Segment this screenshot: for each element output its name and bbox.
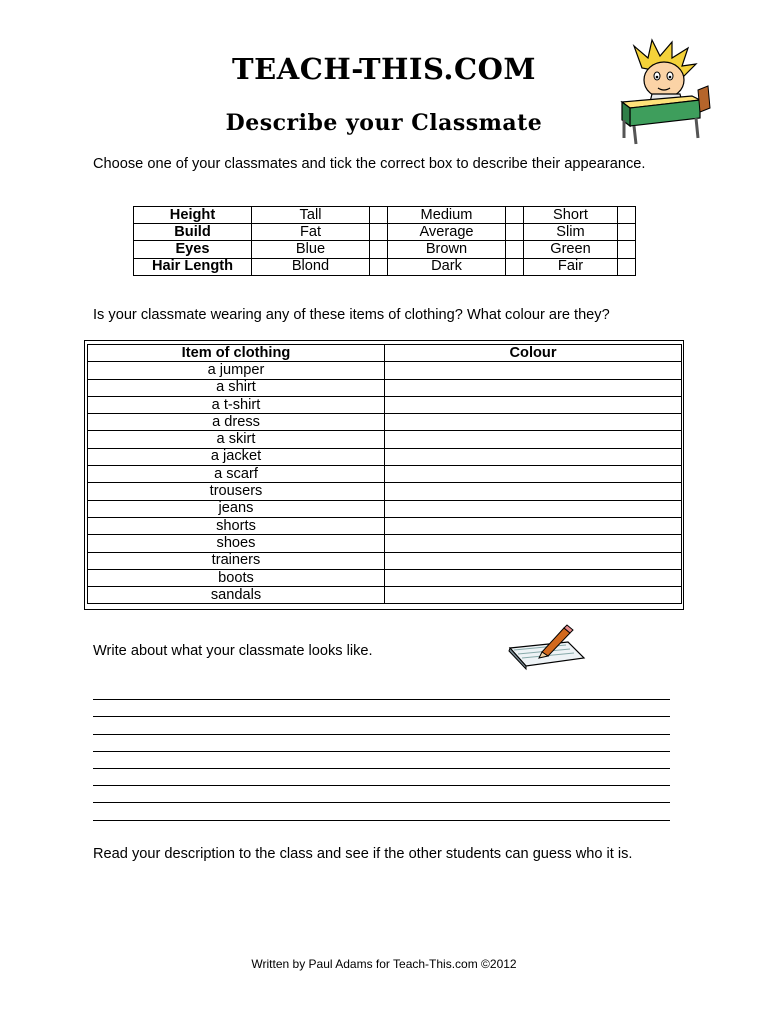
colour-cell[interactable]: [385, 517, 682, 534]
option-label: Blond: [252, 258, 370, 275]
tick-box[interactable]: [618, 258, 636, 275]
table-row: [88, 552, 682, 569]
clothing-item: a skirt: [88, 431, 385, 448]
row-label: Height: [134, 207, 252, 224]
writing-line[interactable]: [93, 700, 670, 717]
colour-cell[interactable]: [385, 414, 682, 431]
clothing-item: trainers: [88, 552, 385, 569]
table-row: [134, 241, 636, 258]
column-header: Item of clothing: [88, 345, 385, 362]
option-label: Green: [524, 241, 618, 258]
colour-cell[interactable]: [385, 466, 682, 483]
table-row: [88, 517, 682, 534]
colour-cell[interactable]: [385, 483, 682, 500]
tick-box[interactable]: [370, 224, 388, 241]
table-row: [134, 207, 636, 224]
clothing-item: a t-shirt: [88, 396, 385, 413]
table-row: [88, 431, 682, 448]
clothing-item: boots: [88, 569, 385, 586]
colour-cell[interactable]: [385, 569, 682, 586]
clothing-item: a jacket: [88, 448, 385, 465]
tick-box[interactable]: [506, 224, 524, 241]
table-row: [88, 448, 682, 465]
table-row: [88, 483, 682, 500]
writing-line[interactable]: [93, 752, 670, 769]
table-row: [88, 569, 682, 586]
appearance-table: [133, 206, 636, 276]
option-label: Fat: [252, 224, 370, 241]
table-row: [88, 396, 682, 413]
clothing-item: sandals: [88, 587, 385, 604]
brand-title: TEACH-THIS.COM: [232, 52, 536, 86]
row-label: Build: [134, 224, 252, 241]
tick-box[interactable]: [370, 207, 388, 224]
tick-box[interactable]: [506, 258, 524, 275]
tick-box[interactable]: [370, 258, 388, 275]
option-label: Average: [388, 224, 506, 241]
clothing-question: Is your classmate wearing any of these items of clothing? What colour are they?: [93, 307, 610, 323]
clothing-item: jeans: [88, 500, 385, 517]
writing-line[interactable]: [93, 717, 670, 734]
colour-cell[interactable]: [385, 379, 682, 396]
table-row: [88, 587, 682, 604]
writing-line[interactable]: [93, 683, 670, 700]
option-label: Short: [524, 207, 618, 224]
colour-cell[interactable]: [385, 552, 682, 569]
colour-cell[interactable]: [385, 431, 682, 448]
writing-line[interactable]: [93, 803, 670, 820]
clothing-item: a shirt: [88, 379, 385, 396]
writing-line[interactable]: [93, 735, 670, 752]
clothing-item: shoes: [88, 535, 385, 552]
clothing-item: trousers: [88, 483, 385, 500]
colour-cell[interactable]: [385, 587, 682, 604]
option-label: Dark: [388, 258, 506, 275]
option-label: Tall: [252, 207, 370, 224]
tick-box[interactable]: [506, 241, 524, 258]
option-label: Blue: [252, 241, 370, 258]
writing-lines[interactable]: [93, 683, 670, 821]
table-row: [88, 535, 682, 552]
tick-box[interactable]: [506, 207, 524, 224]
intro-instructions: Choose one of your classmates and tick the correct box to describe their appearance.: [93, 156, 646, 172]
option-label: Slim: [524, 224, 618, 241]
footer-credit: Written by Paul Adams for Teach-This.com ©2012: [251, 957, 517, 971]
pencil-and-paper-icon: [506, 622, 588, 672]
tick-box[interactable]: [618, 224, 636, 241]
option-label: Fair: [524, 258, 618, 275]
table-row: [88, 414, 682, 431]
clothing-item: shorts: [88, 517, 385, 534]
row-label: Eyes: [134, 241, 252, 258]
clothing-item: a scarf: [88, 466, 385, 483]
table-row: [134, 258, 636, 275]
colour-cell[interactable]: [385, 500, 682, 517]
table-row: [88, 362, 682, 379]
table-row: [88, 466, 682, 483]
table-row: [134, 224, 636, 241]
writing-line[interactable]: [93, 769, 670, 786]
colour-cell[interactable]: [385, 535, 682, 552]
table-row: [88, 500, 682, 517]
writing-line[interactable]: [93, 786, 670, 803]
closing-instruction: Read your description to the class and see if the other students can guess who it is.: [93, 846, 633, 862]
tick-box[interactable]: [370, 241, 388, 258]
clothing-item: a jumper: [88, 362, 385, 379]
table-row: [88, 379, 682, 396]
tick-box[interactable]: [618, 207, 636, 224]
colour-cell[interactable]: [385, 448, 682, 465]
table-header-row: [88, 345, 682, 362]
option-label: Brown: [388, 241, 506, 258]
worksheet-title: Describe your Classmate: [225, 110, 543, 136]
colour-cell[interactable]: [385, 362, 682, 379]
colour-cell[interactable]: [385, 396, 682, 413]
tick-box[interactable]: [618, 241, 636, 258]
option-label: Medium: [388, 207, 506, 224]
write-prompt: Write about what your classmate looks like.: [93, 643, 373, 659]
column-header: Colour: [385, 345, 682, 362]
row-label: Hair Length: [134, 258, 252, 275]
clothing-item: a dress: [88, 414, 385, 431]
clothing-table: [87, 344, 682, 604]
